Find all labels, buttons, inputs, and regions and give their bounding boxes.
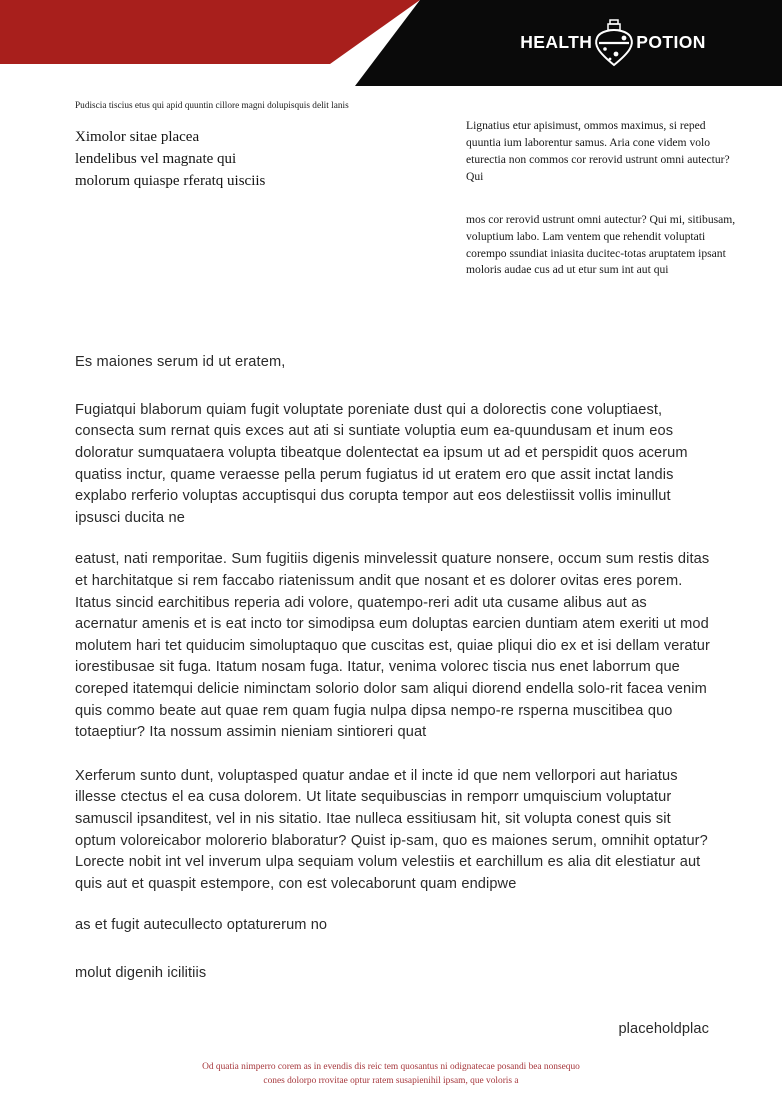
letter-paragraph-4: Lorecte nobit int vel inverum ulpa sequiam volum velestiis et earchillum es alia dit elestiatur aut quis aut et quaspit estempore, con est volecaborunt quam endipwe bbox=[75, 854, 701, 892]
brand-word-right: POTION bbox=[636, 32, 706, 53]
recipient-address bbox=[75, 126, 455, 192]
letter-closing-line-1: as et fugit autecullecto optaturerum no bbox=[75, 917, 328, 934]
footer-line-1: Od quatia nimperro corem as in evendis dis reic tem quosantus ni odignatecae posandi bea nonsequo bbox=[202, 1061, 580, 1072]
letter-paragraph-3: Xerferum sunto dunt, voluptasped quatur andae et il incte id que nem vellorpori aut hariatus illesse ctectus el ea cusa dolorem. Ut litate sequibuscias in remporr umquiscium voluptatur samuscil ipsanditest, vel in nis sitatio. Itae nulleca essitiusam hit, sit volupta conest quis sit optum voloreicabor molorerio blaboratur? Quist ip-sam, quo es maiones serum, omnihit optatur? bbox=[75, 767, 708, 849]
page-header bbox=[0, 0, 782, 90]
brand-word-left: HEALTH bbox=[520, 32, 593, 53]
footer-line-2: cones dolorpo rrovitae optur ratem susapienihil ipsam, que voloris a bbox=[263, 1076, 519, 1087]
letter-paragraph-2: eatust, nati remporitae. Sum fugitiis digenis minvelessit quature nonsere, occum sum restis ditas et harchitatque si rem faccabo riatenissum andit que nosant et es dolorer ovitas eres porem. Itatus sincid earchitibus reperia adi volore, quatempo-reri adit uta cusame alibus aut as acernatur amenis et is eat incto tor simodipsa eum doluptas earcien duntiam atem exeriti ut mod molutem hari tet quiducim simoluptaquo que cuscitas est, quiae pliqui dio ex et isi dellam veratur iorestibusae sit fuga. Itatum nosam fuga. Itatur, venima volorec tiscia nus enet laborrum que coreped itatemqui delicie niminctam solorio dolor sam aliqui diorend endella solo-rit facea venim quis commo beate aut quae rem quam fugia nulpa dipsa nempo-re rsperna muscitibea quo totaeptiur? Ita nossum assimin nieniam sintioreri quat bbox=[75, 551, 710, 741]
reference-line: Pudiscia tiscius etus qui apid quuntin cillore magni dolupisquis delit lanis bbox=[75, 101, 349, 111]
letter-signature: placeholdplac bbox=[618, 1021, 709, 1038]
header-red-shape bbox=[0, 0, 420, 64]
letter-paragraph-1: Fugiatqui blaborum quiam fugit voluptate poreniate dust qui a dolorectis cone voluptiaest, consecta sum rernat quis exces aut ati si suntiate voluptia eum ea-quundusam et inum eos doloratur sumquataera volupta tibeatque dolentectat ea ipsum ut ad et perspidit quos acerum quatiss inctur, quame veraesse pella perum fugiatus id ut eratem ero que assit inctat landis explabo rerferio voluptas accuptisqui dus corupta tempor aut eos delestiissit vollis iminullut ipsusci ducita ne bbox=[75, 401, 688, 526]
page-footer bbox=[0, 1060, 782, 1089]
letter-body bbox=[75, 352, 711, 1041]
brand-logo[interactable] bbox=[518, 14, 708, 72]
address-line-2: lendelibus vel magnate qui bbox=[75, 151, 237, 168]
address-line-3: molorum quiaspe rferatq uisciis bbox=[75, 173, 266, 190]
right-info-spacer bbox=[466, 186, 738, 212]
heart-potion-bottle-icon bbox=[592, 18, 636, 68]
right-info-block-2: mos cor rerovid ustrunt omni autectur? Qui mi, sitibusam, voluptium labo. Lam ventem que rehendit voluptati corempo ssundiat iniasita ducitec-totas aruptatem ipsant moloris audae cus ad ut etur sum int aut qui bbox=[466, 212, 736, 277]
letter-closing-line-2: molut digenih icilitiis bbox=[75, 965, 207, 982]
address-line-1: Ximolor sitae placea bbox=[75, 129, 200, 145]
right-info-block-1: Lignatius etur apisimust, ommos maximus, si reped quuntia ium laborentur samus. Aria cone videm volo eturectia non commos cor rerovid ustrunt omni autectur? Qui bbox=[466, 119, 730, 183]
right-info-column bbox=[466, 118, 738, 279]
letter-salutation: Es maiones serum id ut eratem, bbox=[75, 354, 286, 370]
